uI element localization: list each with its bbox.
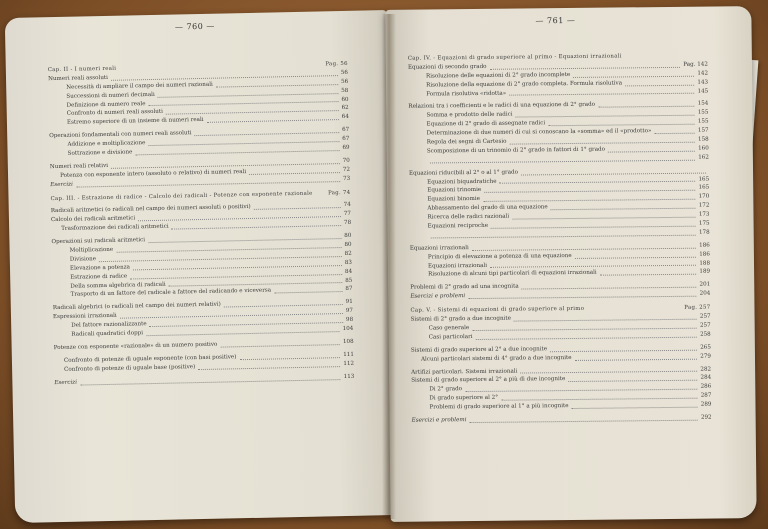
left-page-760	[5, 10, 397, 523]
toc-entry-page: Pag. 257	[684, 304, 711, 311]
toc-entry-page: 165	[698, 176, 710, 183]
toc-entry-page: 78	[343, 220, 352, 227]
toc-entry-title: Sistemi di grado superiore al 2° a due incognite	[410, 345, 548, 354]
table-of-contents-right	[408, 47, 712, 426]
dot-leader	[430, 158, 695, 163]
toc-entry-title: Cap. III. - Estrazione di radice - Calcolo dei radicali - Potenze con esponente razionale	[50, 190, 313, 202]
toc-entry-page: 258	[700, 331, 711, 338]
toc-entry-title: Addizione e moltiplicazione	[67, 140, 146, 148]
toc-entry-page: 257	[699, 322, 711, 329]
toc-entry-title: Equazione di 2° grado di assegnate radici	[426, 120, 546, 128]
toc-entry-title: Esercizi	[50, 181, 73, 188]
toc-entry-page: 162	[698, 154, 709, 161]
toc-entry-page: 158	[697, 136, 709, 143]
dot-leader	[550, 348, 697, 352]
dot-leader	[476, 335, 697, 339]
page-number: — 761 —	[535, 15, 576, 26]
toc-entry-title: Della somma algebrica di radicali	[70, 281, 166, 290]
toc-entry-page: 69	[342, 144, 350, 152]
toc-entry-page: 165	[698, 185, 710, 192]
toc-entry-page: 104	[342, 325, 354, 333]
toc-entry-page: 189	[699, 269, 711, 276]
dot-leader	[76, 180, 340, 188]
dot-leader	[171, 224, 341, 230]
dot-leader	[198, 365, 340, 370]
toc-entry-page: 186	[699, 242, 710, 249]
toc-entry-title: Trasporto di un fattore del radicale a fattore del radicando e viceversa	[70, 288, 272, 299]
toc-entry-page: 186	[699, 251, 710, 258]
toc-entry-page: 85	[345, 277, 353, 284]
dot-leader	[468, 295, 696, 299]
toc-entry-page: 155	[697, 118, 709, 125]
dot-leader	[568, 379, 697, 382]
toc-entry-page: 77	[343, 211, 352, 218]
toc-entry	[411, 401, 711, 413]
toc-entry-title: Regola dei segni di Cartesio	[426, 138, 507, 146]
toc-entry-page: 173	[698, 211, 710, 218]
toc-entry-title: Relazioni tra i coefficienti e le radici di una equazione di 2° grado	[408, 102, 596, 111]
toc-entry-title: Equazioni binomie	[427, 196, 480, 203]
toc-entry-title: Numeri reali relativi	[49, 162, 109, 171]
toc-entry-title: Operazioni fondamentali con numeri reali assoluti	[49, 130, 192, 140]
dot-leader	[509, 92, 694, 96]
toc-entry-title: Espressioni irrazionali	[52, 313, 117, 321]
toc-entry-page: 289	[700, 401, 712, 408]
toc-entry-page: Pag. 142	[683, 61, 708, 68]
toc-entry-title: Esercizi	[54, 379, 78, 386]
dot-leader	[608, 149, 695, 152]
toc-entry-title: Esercizi e problemi	[410, 293, 466, 300]
dot-leader	[575, 255, 696, 258]
toc-entry-title: Alcuni particolari sistemi di 4° grado a due incognite	[420, 354, 572, 363]
toc-entry-title: Trasformazione dei radicali aritmetici	[61, 223, 169, 233]
toc-entry-title: Risoluzione della equazione di 2° grado completa. Formula risolutiva	[426, 80, 623, 89]
toc-entry	[54, 372, 354, 387]
toc-entry-title: Successioni di numeri decimali	[66, 91, 155, 100]
dot-leader	[625, 83, 694, 86]
toc-entry-title: Estremo superiore di un insieme di numeri reali	[66, 117, 204, 127]
toc-entry-page: 74	[343, 202, 351, 209]
toc-entry	[411, 330, 711, 342]
toc-entry-page: 142	[697, 70, 709, 77]
toc-entry-title: Casi particolari	[428, 333, 473, 341]
dot-leader	[655, 132, 695, 134]
toc-entry-page: 145	[697, 88, 709, 95]
toc-entry-title: Definizione di numero reale	[66, 100, 146, 109]
toc-entry-page: 286	[700, 383, 712, 390]
toc-entry-title: Estrazione di radice	[70, 273, 128, 281]
toc-entry-title: Formula risolutiva «ridotta»	[426, 90, 507, 98]
book-spine-gutter	[382, 14, 396, 519]
toc-entry-page: 56	[340, 78, 349, 85]
toc-entry-page: 143	[697, 79, 709, 86]
toc-entry-title: Equazioni irrazionali	[409, 244, 469, 252]
toc-entry-title: Potenza con esponente intero (assoluto o relativo) di numeri reali	[60, 168, 247, 179]
toc-entry-page: 170	[698, 193, 710, 201]
toc-entry-title: Problemi di 2° grado ad una incognita	[410, 283, 519, 292]
toc-entry-page: 175	[698, 220, 710, 227]
toc-entry-page: 73	[343, 175, 351, 182]
toc-entry-title: Moltiplicazione	[69, 246, 114, 254]
dot-leader	[254, 206, 341, 210]
toc-entry	[410, 290, 710, 302]
toc-entry-page: 160	[698, 145, 709, 152]
toc-entry	[409, 153, 709, 165]
toc-entry	[412, 413, 712, 425]
dot-leader	[136, 149, 340, 155]
dot-leader	[207, 118, 339, 123]
toc-entry	[411, 352, 711, 364]
toc-entry-page: 67	[342, 135, 350, 143]
toc-entry-title: Principio di elevazione a potenza di una equazione	[427, 252, 572, 261]
dot-leader	[571, 406, 697, 409]
toc-entry-title: Necessità di ampliare il campo dei numeri razionali	[66, 81, 213, 91]
toc-entry-page: 154	[697, 101, 709, 108]
toc-entry-title: Cap. II - I numeri reali	[47, 65, 117, 74]
toc-entry-page: 97	[345, 308, 354, 315]
toc-entry-page: 292	[700, 414, 712, 421]
toc-entry-title: Divisione	[69, 256, 97, 263]
dot-leader	[600, 273, 696, 276]
toc-entry-title: Calcolo dei radicali aritmetici	[50, 215, 136, 224]
toc-entry-page: 84	[344, 268, 353, 275]
table-of-contents-left	[48, 55, 355, 388]
dot-leader	[146, 330, 339, 336]
toc-entry-title: Abbassamento del grado di una equazione	[427, 204, 548, 212]
toc-entry-title: Scomposizione di un trinomio di 2° grado in fattori di 1° grado	[426, 146, 606, 155]
toc-entry-title: Del fattore razionalizzante	[71, 321, 147, 329]
toc-entry-page: 284	[700, 374, 712, 382]
toc-entry-page: 157	[697, 127, 709, 134]
toc-entry-page: 72	[342, 166, 351, 173]
toc-entry-page: 67	[341, 127, 350, 134]
dot-leader	[221, 343, 340, 347]
dot-leader	[521, 286, 696, 290]
toc-entry-title: Operazioni sui radicali aritmetici	[51, 237, 146, 246]
toc-entry-page: 111	[343, 351, 354, 358]
toc-entry-page: 80	[344, 232, 352, 240]
toc-entry-page: 58	[341, 87, 349, 94]
toc-entry-page: 265	[700, 344, 711, 351]
toc-entry-page: 91	[345, 299, 353, 306]
toc-entry-title: Equazioni irrazionali	[427, 262, 488, 270]
dot-leader	[598, 105, 694, 108]
toc-entry-title: Artifizi particolari. Sistemi irrazionali	[411, 368, 518, 376]
toc-entry-title: Radicali algebrici (o radicali nel campo dei numeri relativi)	[52, 301, 221, 312]
toc-entry-title: Cap. IV. - Equazioni di grado superiore al primo - Equazioni irrazionali	[407, 53, 622, 62]
toc-entry-title: Equazioni di secondo grado	[407, 63, 487, 71]
toc-entry-title: Cap. V. - Sistemi di equazioni di grado superiore al primo	[410, 306, 585, 314]
toc-entry-page: 70	[342, 157, 350, 164]
toc-entry-title: Numeri reali assoluti	[47, 74, 108, 83]
toc-entry-page: 108	[342, 338, 354, 345]
toc-entry-page: 279	[700, 353, 712, 360]
toc-entry-page: 188	[699, 260, 711, 267]
toc-entry-title: Radicali aritmetici (o radicali nel campo dei numeri assoluti o positivi)	[50, 204, 251, 215]
dot-leader	[431, 234, 696, 239]
toc-entry-page: 282	[700, 366, 712, 373]
toc-entry-title: Risoluzione di alcuni tipi particolari di equazioni irrazionali	[428, 270, 597, 278]
toc-entry-title: Confronto di potenze di uguale base (positive)	[64, 363, 196, 373]
toc-entry-title: Radicali quadratici doppi	[71, 330, 144, 338]
toc-entry-title: Sistemi di grado superiore al 2° a più di due incognite	[411, 376, 566, 385]
toc-entry-page: 64	[341, 114, 349, 121]
toc-entry	[410, 268, 710, 280]
toc-entry-title: Equazioni trinomie	[427, 187, 482, 194]
toc-entry-page: 178	[698, 229, 710, 236]
toc-entry-title: Equazioni reciproche	[427, 222, 489, 230]
toc-entry-title: Sottrazione e divisione	[67, 149, 133, 157]
dot-leader	[80, 378, 340, 385]
toc-entry-page: 56	[340, 69, 349, 76]
toc-entry-page: 87	[345, 286, 353, 293]
toc-entry	[410, 228, 710, 240]
toc-entry-title: Sistemi di 2° grado a due incognite	[410, 315, 511, 323]
toc-entry-title: Ricerca delle radici razionali	[427, 213, 510, 221]
toc-entry-page: 62	[341, 105, 349, 112]
toc-entry-page: 201	[699, 281, 711, 289]
toc-entry-page: 82	[344, 250, 352, 257]
toc-entry-page: 172	[698, 202, 710, 209]
toc-entry-page: 204	[699, 290, 711, 297]
toc-entry-title: Esercizi e problemi	[411, 417, 467, 424]
toc-entry-page: Pag. 56	[325, 60, 348, 68]
toc-entry-title: Equazioni riducibili al 2° o al 1° grado	[409, 169, 519, 177]
toc-entry-title: Di 2° grado	[429, 386, 463, 393]
toc-entry-page: 113	[343, 373, 355, 380]
toc-entry-page: 98	[345, 316, 354, 324]
page-number: — 760 —	[174, 21, 215, 32]
toc-entry-page: 80	[344, 241, 352, 249]
dot-leader	[550, 207, 695, 211]
toc-entry-page: Pag. 74	[327, 189, 351, 196]
toc-entry-title: Risoluzione delle equazioni di 2° grado incomplete	[425, 71, 571, 80]
toc-entry	[408, 87, 708, 99]
dot-leader	[549, 123, 695, 127]
toc-entry-page: 83	[344, 259, 353, 266]
toc-entry-title: Confronto di potenze di uguale esponente (con basi positive)	[63, 354, 237, 364]
toc-entry-title: Caso generale	[428, 325, 470, 332]
toc-entry-title: Potenze con esponente «razionale» di un numero positivo	[53, 341, 218, 352]
dot-leader	[575, 357, 697, 360]
toc-entry-page: 155	[697, 109, 709, 117]
toc-entry-page: 60	[341, 96, 349, 103]
dot-leader	[275, 290, 343, 293]
toc-entry-title: Problemi di grado superiore al 1° a più incognite	[429, 403, 569, 411]
toc-entry-title: Elevazione a potenza	[69, 264, 131, 272]
dot-leader	[470, 419, 698, 423]
toc-entry-page: 287	[700, 392, 712, 399]
right-page-761	[385, 6, 756, 522]
toc-entry-page: 257	[699, 313, 711, 320]
toc-entry-page: 112	[343, 360, 355, 367]
toc-entry-title: Di grado superiore al 2°	[429, 394, 499, 402]
dot-leader	[573, 74, 694, 77]
toc-entry-title: Determinazione di due numeri di cui si conoscano la «somma» ed il «prodotto»	[426, 128, 652, 137]
toc-entry-title: Somma e prodotto delle radici	[426, 111, 513, 119]
toc-entry-title: Equazioni biquadratiche	[427, 178, 497, 186]
toc-entry-title: Confronto di numeri reali assoluti	[66, 109, 163, 118]
